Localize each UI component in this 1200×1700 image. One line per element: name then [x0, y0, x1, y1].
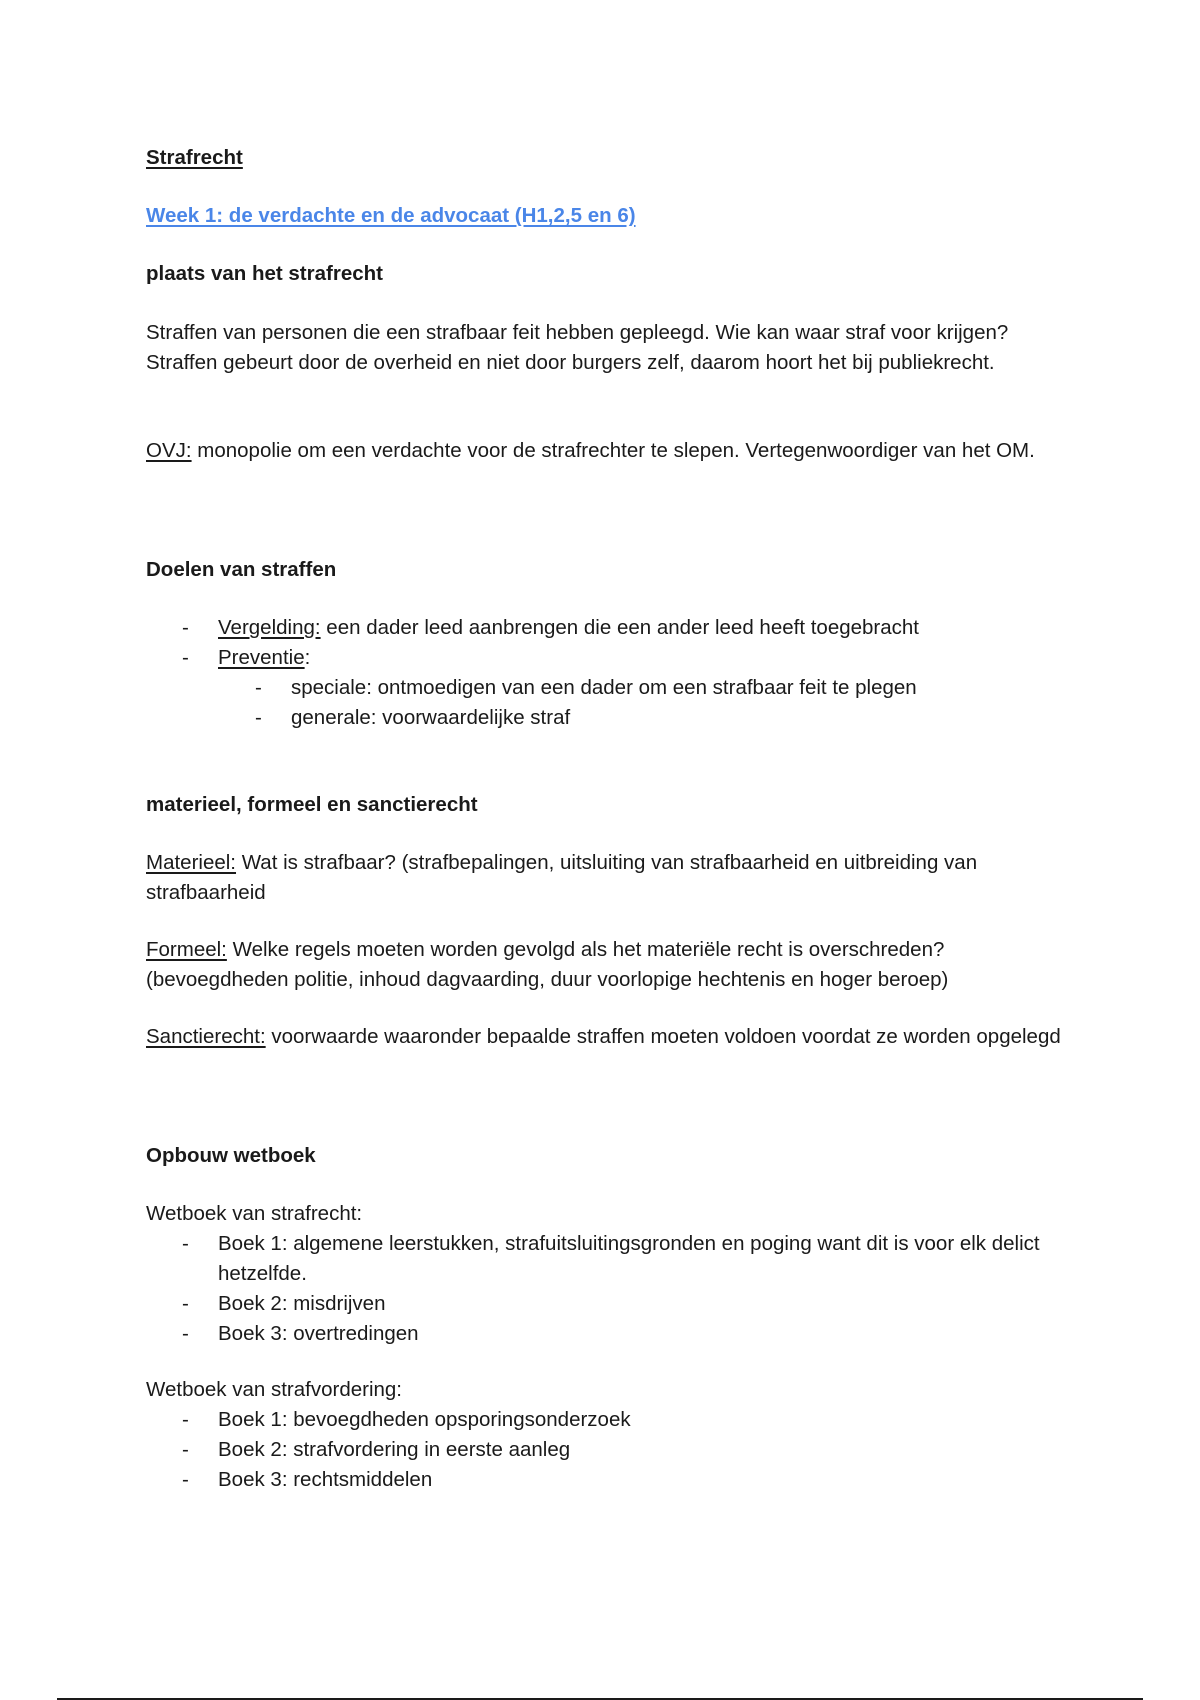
ovj-text: monopolie om een verdachte voor de strafrechter te slepen. Vertegenwoordiger van het OM. — [191, 439, 1035, 462]
list-item-term: Vergelding: — [218, 616, 321, 639]
definition-sanctierecht — [146, 1022, 1066, 1052]
definition-term: Materieel: — [146, 851, 237, 874]
wetboek-strafrecht-label: Wetboek van strafrecht: — [146, 1202, 363, 1225]
section-heading-opbouw: Opbouw wetboek — [146, 1144, 316, 1167]
section-heading-plaats: plaats van het strafrecht — [146, 262, 383, 285]
wetboek-strafvordering — [146, 1375, 1066, 1495]
definition-term: Sanctierecht: — [146, 1025, 266, 1048]
definition-materieel — [146, 848, 1066, 908]
list-item-text: een dader leed aanbrengen die een ander leed heeft toegebracht — [320, 616, 919, 639]
section-heading-doelen: Doelen van straffen — [146, 558, 337, 581]
list-item-text: : — [304, 646, 311, 669]
definition-formeel — [146, 935, 1066, 995]
definition-text: voorwaarde waaronder bepaalde straffen moeten voldoen voordat ze worden opgelegd — [265, 1025, 1061, 1048]
sub-list-item: - generale: voorwaardelijke straf — [146, 703, 1066, 733]
list-item: - Boek 2: strafvordering in eerste aanleg — [146, 1435, 1066, 1465]
list-item: - Boek 3: rechtsmiddelen — [146, 1465, 1066, 1495]
week-heading — [146, 201, 1066, 231]
wetboek-strafvordering-label: Wetboek van strafvordering: — [146, 1378, 402, 1401]
definition-text: Wat is strafbaar? (strafbepalingen, uitsluiting van strafbaarheid en uitbreiding van strafbaarheid — [146, 851, 978, 904]
wetboek-strafrecht — [146, 1199, 1066, 1349]
list-item: - Boek 1: algemene leerstukken, strafuitsluitingsgronden en poging want dit is voor elk delict hetzelfde. — [146, 1229, 1066, 1289]
list-item — [146, 643, 1066, 673]
plaats-paragraph: Straffen van personen die een strafbaar feit hebben gepleegd. Wie kan waar straf voor krijgen? Straffen gebeurt door de overheid en niet door burgers zelf, daarom hoort het bij publiekrecht. — [146, 321, 1009, 374]
sub-list-item: - speciale: ontmoedigen van een dader om een strafbaar feit te plegen — [146, 673, 1066, 703]
list-item: - Boek 3: overtredingen — [146, 1319, 1066, 1349]
section-heading-materieel: materieel, formeel en sanctierecht — [146, 793, 478, 816]
list-item — [146, 613, 1066, 643]
list-item-term: Preventie — [218, 646, 305, 669]
list-item: - Boek 2: misdrijven — [146, 1289, 1066, 1319]
definition-term: Formeel: — [146, 938, 227, 961]
document-title: Strafrecht — [146, 146, 243, 169]
week-heading-link[interactable]: Week 1: de verdachte en de advocaat (H1,2,5 en 6) — [146, 204, 636, 227]
doelen-list — [146, 613, 1066, 733]
ovj-definition — [146, 436, 1066, 466]
definition-text: Welke regels moeten worden gevolgd als het materiële recht is overschreden? (bevoegdheden politie, inhoud dagvaarding, duur voorlopige hechtenis en hoger beroep) — [146, 938, 949, 991]
ovj-term: OVJ: — [146, 439, 192, 462]
list-item: - Boek 1: bevoegdheden opsporingsonderzoek — [146, 1405, 1066, 1435]
